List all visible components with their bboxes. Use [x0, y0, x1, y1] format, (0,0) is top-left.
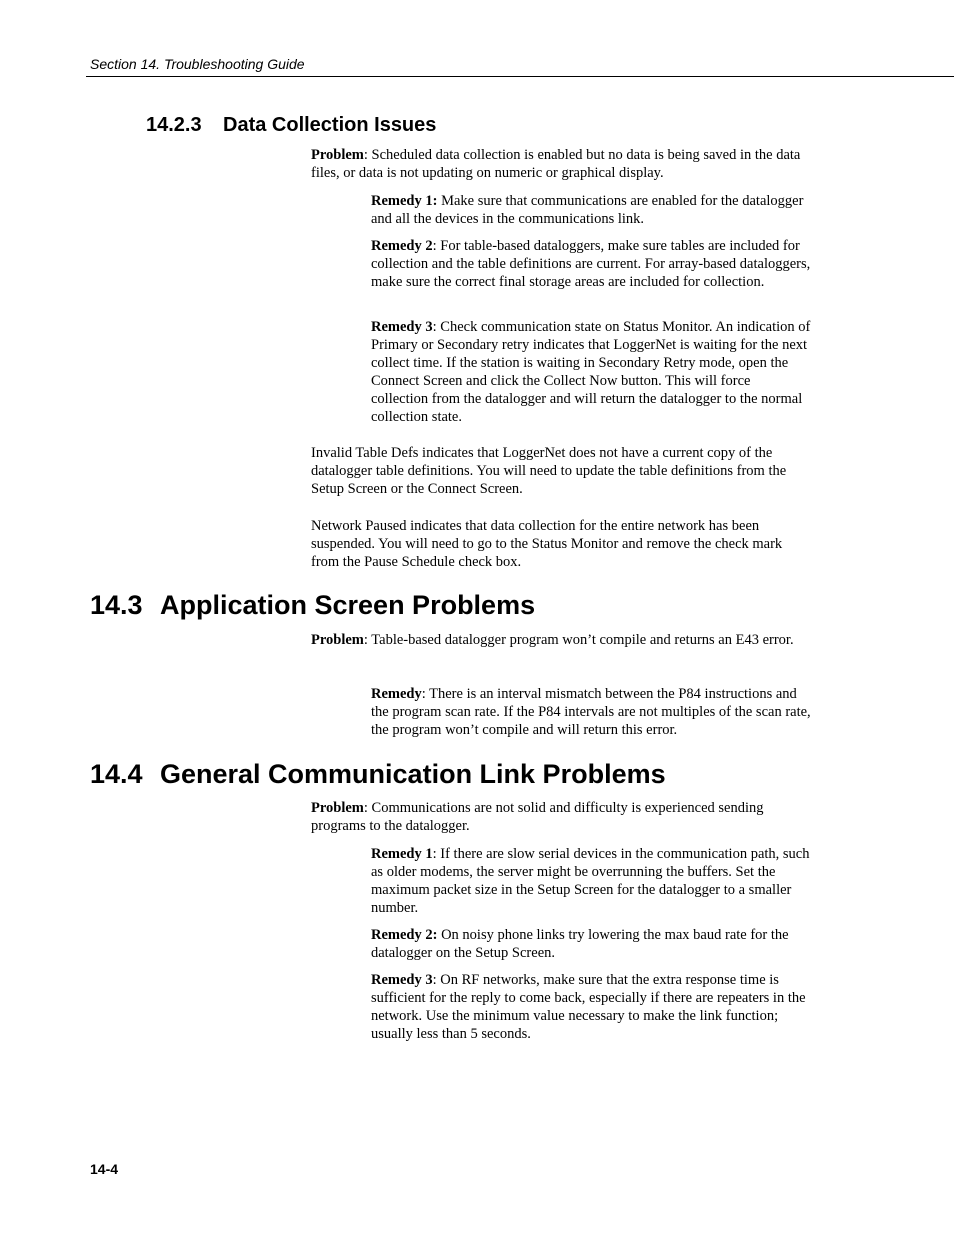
section-number: 14.3	[90, 590, 143, 620]
problem-paragraph	[311, 146, 811, 182]
network-paused-paragraph: Network Paused indicates that data collection for the entire network has been suspended. You will need to go to the Status Monitor and remove the check mark from the Pause Schedule check box.	[311, 518, 783, 570]
remedy-3-label: Remedy 3	[371, 972, 433, 988]
problem-label: Problem	[311, 800, 364, 816]
problem-label: Problem	[311, 147, 364, 163]
remedy-3-text: : Check communication state on Status Monitor. An indication of Primary or Secondary retry indicates that LoggerNet is waiting for the next collect time. If the station is waiting in Secondary Retry mode, open the Connect Screen and click the Collect Now button. This will force collection from the datalogger and will return the datalogger to the normal collection state.	[371, 319, 811, 425]
remedy-1-text: Make sure that communications are enabled for the datalogger and all the devices in the communications link.	[371, 193, 804, 227]
remedy-1-text: : If there are slow serial devices in the communication path, such as older modems, the server might be overrunning the buffers. Set the maximum packet size in the Setup Screen for the datalogger to a smaller number.	[371, 846, 810, 916]
problem-paragraph	[311, 799, 811, 835]
remedy-3-text: : On RF networks, make sure that the extra response time is sufficient for the reply to come back, especially if there are repeaters in the network. Use the minimum value necessary to make the link function; usually less than 5 seconds.	[371, 972, 806, 1042]
page-number: 14-4	[90, 1161, 119, 1177]
problem-label: Problem	[311, 632, 364, 648]
problem-text: : Table-based datalogger program won’t compile and returns an E43 error.	[363, 632, 794, 648]
section-title: Application Screen Problems	[160, 590, 536, 620]
remedy-2-paragraph	[371, 237, 811, 291]
subsection-title: Data Collection Issues	[223, 114, 437, 136]
remedy-2-label: Remedy 2:	[371, 927, 438, 943]
section-heading-general-communication	[90, 758, 666, 790]
subsection-heading-data-collection	[146, 113, 436, 137]
problem-text: : Communications are not solid and difficulty is experienced sending programs to the datalogger.	[311, 800, 764, 834]
section-heading-application-screen	[90, 589, 535, 621]
section-title: General Communication Link Problems	[160, 759, 666, 789]
remedy-2-text: On noisy phone links try lowering the max baud rate for the datalogger on the Setup Screen.	[371, 927, 789, 961]
subsection-number: 14.2.3	[146, 114, 202, 136]
running-header: Section 14. Troubleshooting Guide	[90, 56, 305, 72]
remedy-1-label: Remedy 1	[371, 846, 433, 862]
remedy-1-paragraph	[371, 845, 811, 917]
remedy-text: : There is an interval mismatch between the P84 instructions and the program scan rate. If the P84 intervals are not multiples of the scan rate, the program won’t compile and will return this error.	[371, 686, 811, 738]
remedy-2-paragraph	[371, 926, 811, 962]
remedy-label: Remedy	[371, 686, 422, 702]
remedy-3-paragraph	[371, 318, 811, 426]
remedy-2-label: Remedy 2	[371, 238, 433, 254]
header-rule	[86, 76, 954, 77]
problem-paragraph	[311, 631, 811, 649]
remedy-3-paragraph	[371, 971, 811, 1043]
remedy-paragraph	[371, 685, 811, 739]
remedy-2-text: : For table-based dataloggers, make sure tables are included for collection and the table definitions are current. For array-based dataloggers, make sure the correct final storage areas are included for collection.	[371, 238, 811, 290]
invalid-table-defs-paragraph: Invalid Table Defs indicates that LoggerNet does not have a current copy of the datalogger table definitions. You will need to update the table definitions from the Setup Screen or the Connect Screen.	[311, 445, 787, 497]
problem-text: : Scheduled data collection is enabled but no data is being saved in the data files, or data is not updating on numeric or graphical display.	[311, 147, 801, 181]
section-number: 14.4	[90, 759, 143, 789]
remedy-1-label: Remedy 1:	[371, 193, 438, 209]
remedy-3-label: Remedy 3	[371, 319, 433, 335]
remedy-1-paragraph	[371, 192, 811, 228]
